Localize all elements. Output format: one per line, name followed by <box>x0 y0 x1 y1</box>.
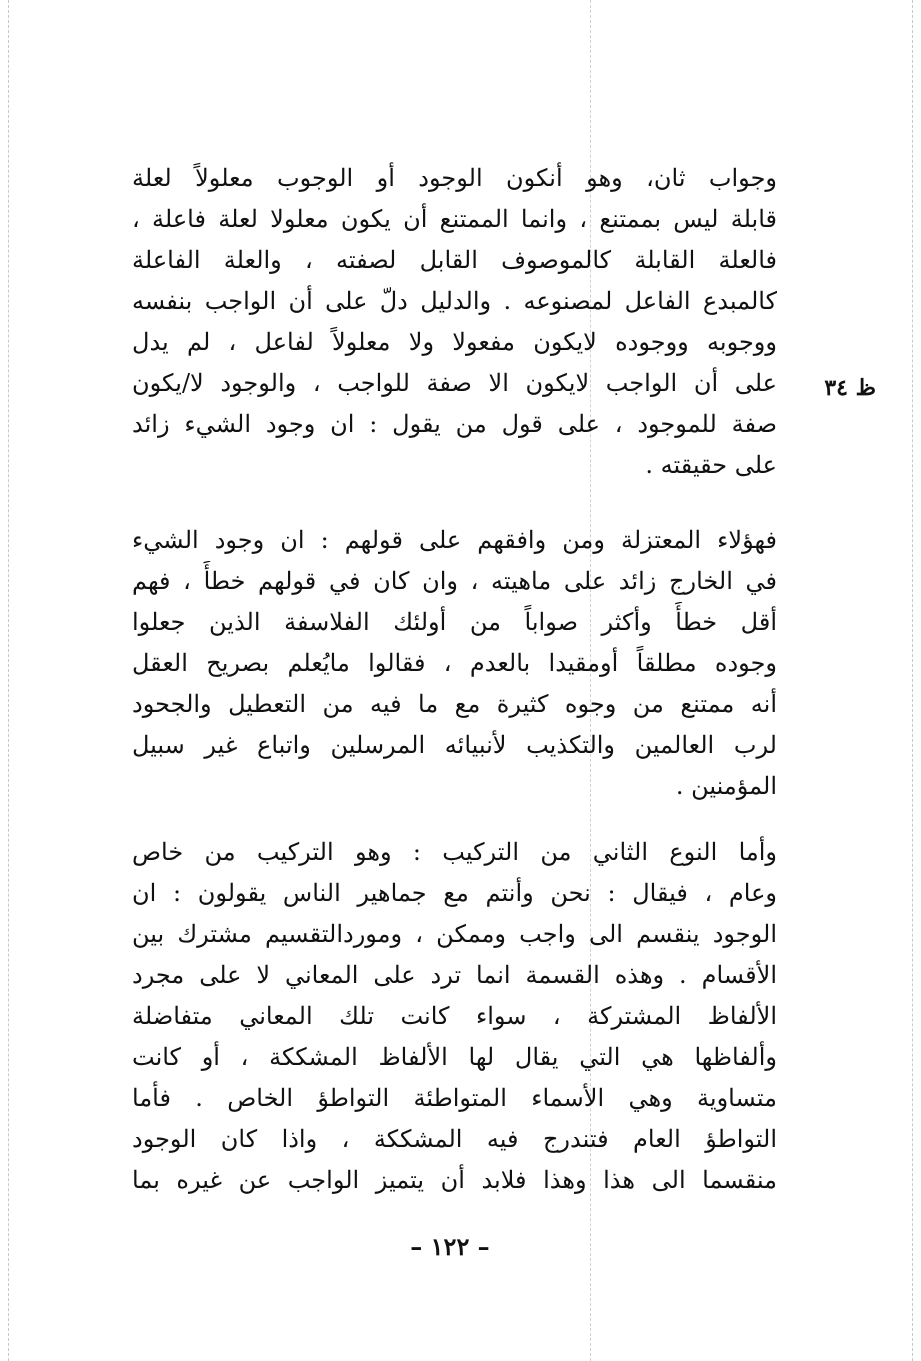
scan-edge-right <box>912 0 914 1361</box>
text-line: قابلة ليس بممتنع ، وانما الممتنع أن يكون معلولا لعلة فاعلة ، <box>132 205 777 233</box>
text-line: في الخارج زائد على ماهيته ، وان كان في قولهم خطأً ، فهم <box>132 567 777 595</box>
margin-reference: ظ ٣٤ <box>824 375 876 401</box>
text-line: التواطؤ العام فتندرج فيه المشككة ، واذا كان الوجود <box>132 1125 777 1153</box>
page-number: – ١٢٢ – <box>410 1232 490 1261</box>
text-line: على أن الواجب لايكون الا صفة للواجب ، والوجود لا/يكون <box>132 369 777 397</box>
paragraph-2 <box>132 520 777 807</box>
scan-edge-left <box>8 0 10 1361</box>
text-line: فهؤلاء المعتزلة ومن وافقهم على قولهم : ان وجود الشيء <box>132 526 777 554</box>
text-line: الأقسام . وهذه القسمة انما ترد على المعاني لا على مجرد <box>132 961 777 989</box>
text-line: منقسما الى هذا وهذا فلابد أن يتميز الواجب عن غيره بما <box>132 1166 777 1194</box>
text-line: كالمبدع الفاعل لمصنوعه . والدليل دلّ على أن الواجب بنفسه <box>132 287 777 315</box>
text-line: وجوده مطلقاً أومقيدا بالعدم ، فقالوا مايُعلم بصريح العقل <box>132 649 777 677</box>
text-line: المؤمنين . <box>675 772 777 800</box>
text-line: لرب العالمين والتكذيب لأنبيائه المرسلين واتباع غير سبيل <box>132 731 777 759</box>
text-line: وعام ، فيقال : نحن وأنتم مع جماهير الناس يقولون : ان <box>132 879 777 907</box>
text-line: أنه ممتنع من وجوه كثيرة مع ما فيه من التعطيل والجحود <box>132 690 777 718</box>
paragraph-1 <box>132 158 777 486</box>
paragraph-3 <box>132 832 777 1201</box>
text-line: صفة للموجود ، على قول من يقول : ان وجود الشيء زائد <box>132 410 777 438</box>
text-line: الألفاظ المشتركة ، سواء كانت تلك المعاني متفاضلة <box>132 1002 777 1030</box>
text-line: الوجود ينقسم الى واجب وممكن ، وموردالتقسيم مشترك بين <box>132 920 777 948</box>
text-line: على حقيقته . <box>645 451 777 479</box>
text-line: ووجوبه ووجوده لايكون مفعولا ولا معلولاً لفاعل ، لم يدل <box>132 328 777 356</box>
text-line: أقل خطأً وأكثر صواباً من أولئك الفلاسفة الذين جعلوا <box>132 608 777 636</box>
text-line: وأما النوع الثاني من التركيب : وهو التركيب من خاص <box>132 838 777 866</box>
text-line: فالعلة القابلة كالموصوف القابل لصفته ، والعلة الفاعلة <box>132 246 777 274</box>
text-line: وجواب ثان، وهو أنكون الوجود أو الوجوب معلولاً لعلة <box>132 164 777 192</box>
text-line: متساوية وهي الأسماء المتواطئة التواطؤ الخاص . فأما <box>132 1084 777 1112</box>
text-line: وألفاظها هي التي يقال لها الألفاظ المشككة ، أو كانت <box>132 1043 777 1071</box>
